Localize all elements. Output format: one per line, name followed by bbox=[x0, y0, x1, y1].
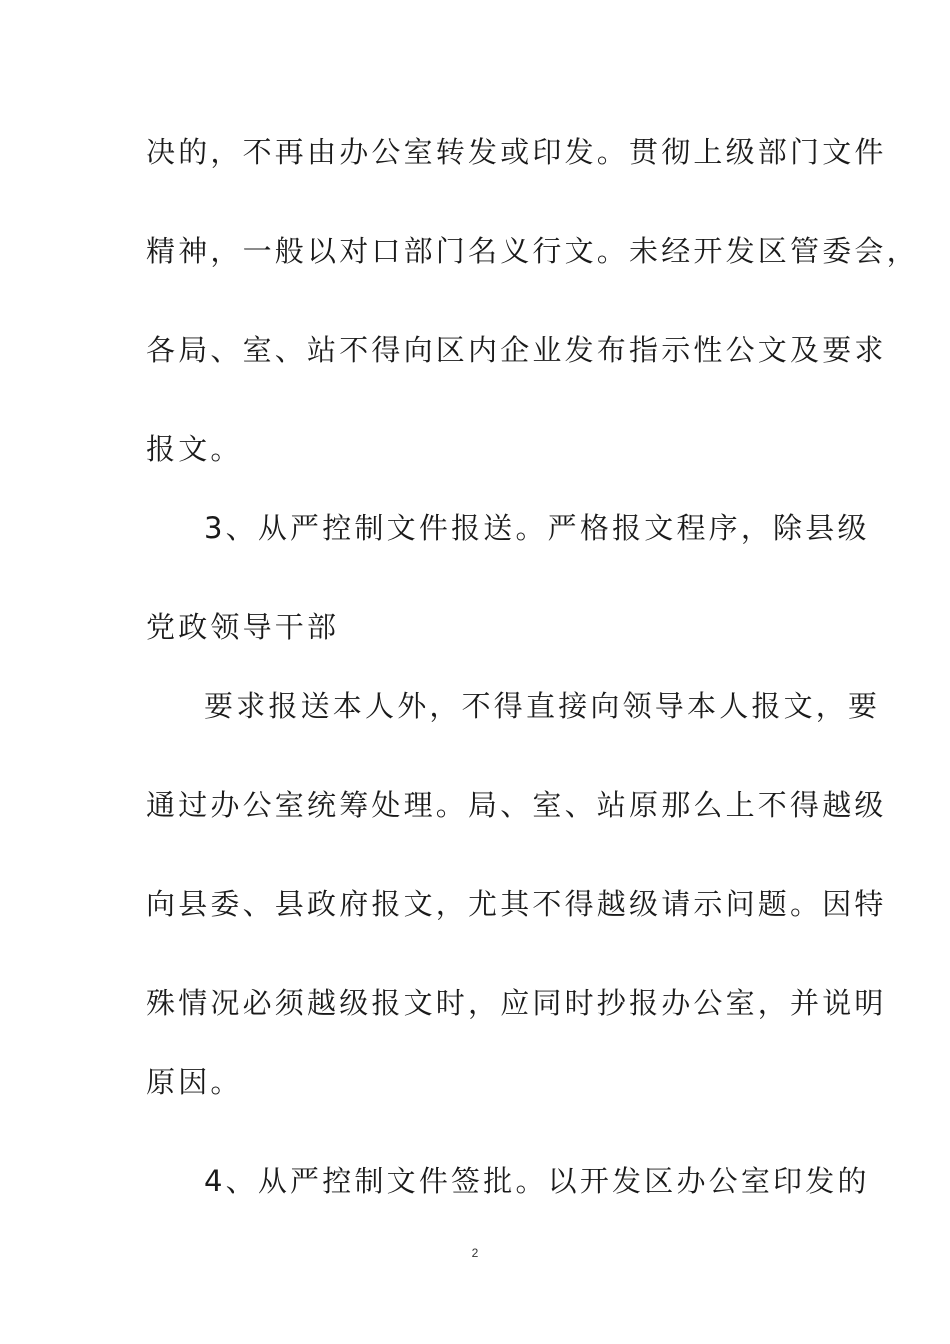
text-line: 向县委、县政府报文，尤其不得越级请示问题。因特 bbox=[146, 887, 887, 921]
paragraph-start-line: 要求报送本人外，不得直接向领导本人报文，要 bbox=[204, 689, 881, 723]
text-line: 党政领导干部 bbox=[146, 610, 340, 644]
text-line: 殊情况必须越级报文时，应同时抄报办公室，并说明 bbox=[146, 986, 887, 1020]
page-number: 2 bbox=[471, 1246, 479, 1260]
text-line: 报文。 bbox=[146, 432, 243, 466]
paragraph-start-line: 3、从严控制文件报送。严格报文程序，除县级 bbox=[204, 511, 870, 545]
paragraph-start-line: 4、从严控制文件签批。以开发区办公室印发的 bbox=[204, 1164, 870, 1198]
text-line: 决的，不再由办公室转发或印发。贯彻上级部门文件 bbox=[146, 135, 887, 169]
text-line: 通过办公室统筹处理。局、室、站原那么上不得越级 bbox=[146, 788, 887, 822]
text-line: 精神，一般以对口部门名义行文。未经开发区管委会， bbox=[146, 234, 919, 268]
text-line: 原因。 bbox=[146, 1065, 243, 1099]
text-line: 各局、室、站不得向区内企业发布指示性公文及要求 bbox=[146, 333, 887, 367]
